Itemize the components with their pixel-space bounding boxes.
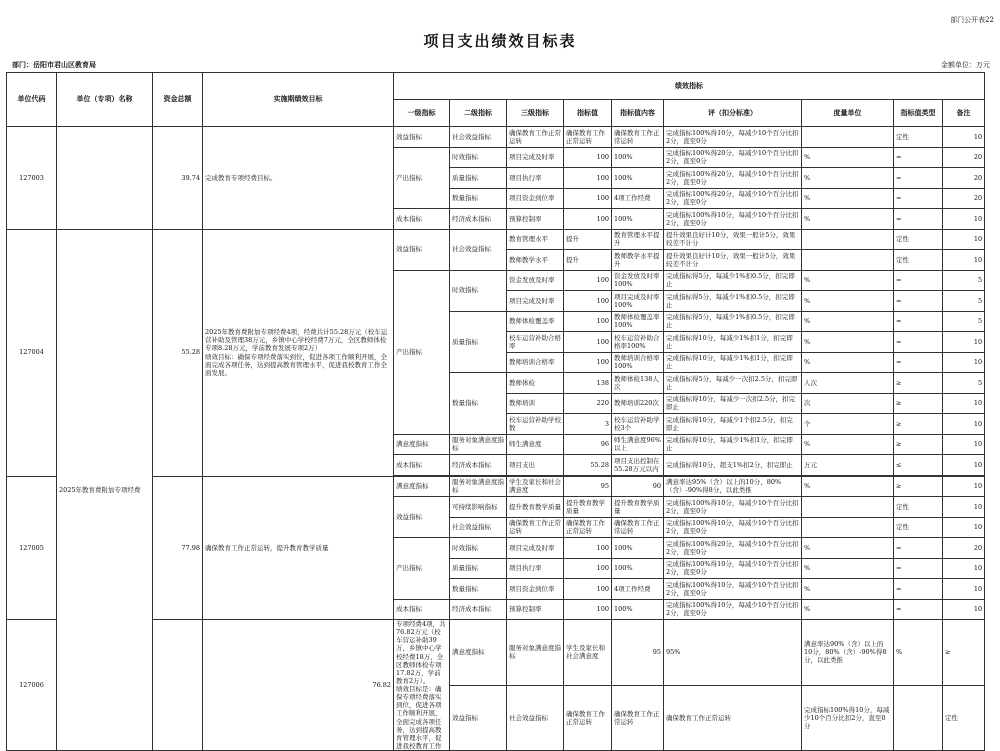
col-val: 指标值 xyxy=(564,100,612,127)
note-cell: 10 xyxy=(943,434,985,455)
score-cell: 完成指标100%得10分，每减少10个百分比扣2分，直至0分 xyxy=(664,209,802,230)
l3-cell: 项目执行率 xyxy=(507,558,564,579)
type-cell: 定性 xyxy=(894,127,943,148)
val-cell: 96 xyxy=(564,434,612,455)
type-cell: = xyxy=(894,168,943,189)
l3-cell: 项目执行率 xyxy=(507,168,564,189)
measure-cell: % xyxy=(894,620,943,686)
type-cell: ≥ xyxy=(894,476,943,497)
note-cell: 10 xyxy=(943,497,985,518)
val-cell: 确保教育工作正常运转 xyxy=(612,685,664,751)
unit-name xyxy=(153,620,203,751)
note-cell: 10 xyxy=(943,599,985,620)
unit-goal: 专项经费4项，共76.82万元（校车营运补助39万，乡镇中心学校经费18万，全区教师体检专项17.82万，学前教育2万）。 绩效目标是：确保专项经费落实到位，促进各项工作顺利开展，全面完成各项任务，达到提高教育管理水平，促进我校教育工作 xyxy=(394,620,450,751)
val-cell: 55.28 xyxy=(564,455,612,476)
l1-cell: 满意度指标 xyxy=(450,620,507,686)
l3-cell: 校车运营补助合格率 xyxy=(507,332,564,353)
content-cell: 确保教育工作正常运转 xyxy=(612,127,664,148)
score-cell: 提升效果良好计10分，效果一般计5分，效果较差不计分 xyxy=(664,250,802,271)
l3-cell: 教师体检 xyxy=(507,373,564,394)
content-cell: 4项工作经费 xyxy=(612,188,664,209)
l3-cell: 师生满意度 xyxy=(507,434,564,455)
col-type: 指标值类型 xyxy=(894,100,943,127)
type-cell: = xyxy=(894,352,943,373)
l3-cell: 学生及家长和社会满意度 xyxy=(564,620,612,686)
note-cell: 10 xyxy=(943,579,985,600)
content-cell: 100% xyxy=(612,209,664,230)
page-title: 项目支出绩效目标表 xyxy=(423,32,577,50)
score-cell: 完成指标100%得10分，每减少10个百分比扣2分，直至0分 xyxy=(664,558,802,579)
measure-cell: % xyxy=(802,352,894,373)
score-cell: 完成指标100%得10分，每减少10个百分比扣2分，直至0分 xyxy=(664,127,802,148)
score-cell: 完成指标得5分，每减少1%扣0.5分，扣完即止 xyxy=(664,291,802,312)
score-cell: 完成指标100%得10分，每减少10个百分比扣2分，直至0分 xyxy=(802,685,894,751)
unit-code: 127003 xyxy=(7,127,57,230)
content-cell: 100% xyxy=(612,168,664,189)
type-cell: = xyxy=(894,270,943,291)
content-cell: 提升教育教学质量 xyxy=(612,497,664,518)
unit-code: 127006 xyxy=(7,620,57,751)
content-cell: 100% xyxy=(612,147,664,168)
content-cell: 教师培训220次 xyxy=(612,393,664,414)
score-cell: 提升效果良好计10分，效果一般计5分，效果较差不计分 xyxy=(664,229,802,250)
val-cell: 提升教育教学质量 xyxy=(564,497,612,518)
measure-cell: % xyxy=(802,147,894,168)
note-cell: 10 xyxy=(943,229,985,250)
l3-cell: 教师教学水平 xyxy=(507,250,564,271)
score-cell: 完成指标100%得10分，每减少10个百分比扣2分，直至0分 xyxy=(664,497,802,518)
l2-cell: 质量指标 xyxy=(450,558,507,579)
note-cell: 10 xyxy=(943,476,985,497)
col-l3: 三级指标 xyxy=(507,100,564,127)
l3-cell: 教师培训 xyxy=(507,393,564,414)
l2-cell: 经济成本指标 xyxy=(450,209,507,230)
val-cell: 138 xyxy=(564,373,612,394)
unit-goal: 2025年教育费附加专项经费4项，经费共计55.28万元（校车运营补助及管理38万元，乡镇中心学校经费7万元，全区教师体检专项8.28万元，学前教育发展专项2万） 绩效目标：确保专项经费落实到位，促进各项工作顺利开展，全面完成各项任务，达到提高教育管理水平，促进我校教育工作全面发展。 xyxy=(203,229,394,476)
score-cell: 满意率达95%（含）以上的10分，80%（含）-90%得8分，以此类推 xyxy=(664,476,802,497)
note-cell: 5 xyxy=(943,270,985,291)
l2-cell: 时效指标 xyxy=(450,270,507,311)
l3-cell: 项目资金到位率 xyxy=(507,579,564,600)
measure-cell xyxy=(802,127,894,148)
score-cell: 完成指标得10分，每减少1个扣2.5分，扣完即止 xyxy=(664,414,802,435)
type-cell: = xyxy=(894,558,943,579)
score-cell: 完成指标得10分，每减少1%扣1分，扣完即止 xyxy=(664,352,802,373)
content-cell: 项目完成及时率100% xyxy=(612,291,664,312)
val-cell: 100 xyxy=(564,579,612,600)
measure-cell: % xyxy=(802,270,894,291)
l3-cell: 项目完成及时率 xyxy=(507,291,564,312)
measure-cell: % xyxy=(802,332,894,353)
type-cell: = xyxy=(894,599,943,620)
l2-cell: 服务对象满意度指标 xyxy=(450,476,507,497)
val-cell: 95 xyxy=(612,620,664,686)
content-cell: 校车运营补助学校3个 xyxy=(612,414,664,435)
val-cell: 100 xyxy=(564,168,612,189)
col-total: 资金总额 xyxy=(153,73,203,127)
l3-cell: 项目支出 xyxy=(507,455,564,476)
unit-goal: 完成教育专项经费目标。 xyxy=(203,127,394,230)
l2-cell: 质量指标 xyxy=(450,168,507,189)
col-note: 备注 xyxy=(943,100,985,127)
score-cell: 完成指标得10分，超支1%扣2分，扣完即止 xyxy=(664,455,802,476)
l1-cell: 满意度指标 xyxy=(394,476,450,497)
type-cell: ≥ xyxy=(894,373,943,394)
l2-cell: 社会效益指标 xyxy=(450,517,507,538)
note-cell: 10 xyxy=(943,414,985,435)
note-cell: 20 xyxy=(943,538,985,559)
content-cell: 100% xyxy=(612,538,664,559)
note-cell: 10 xyxy=(943,558,985,579)
l1-cell: 效益指标 xyxy=(394,497,450,538)
note-cell: 10 xyxy=(943,332,985,353)
col-score: 评（扣分标准） xyxy=(664,100,802,127)
note-cell: 10 xyxy=(943,393,985,414)
col-l1: 一级指标 xyxy=(394,100,450,127)
col-name: 单位（专项）名称 xyxy=(57,73,153,127)
val-cell: 100 xyxy=(564,332,612,353)
measure-cell: % xyxy=(802,558,894,579)
unit-name xyxy=(57,127,153,230)
l3-cell: 预算控制率 xyxy=(507,209,564,230)
val-cell: 确保教育工作正常运转 xyxy=(564,127,612,148)
measure-cell: % xyxy=(802,476,894,497)
measure-cell xyxy=(802,517,894,538)
l1-cell: 产出指标 xyxy=(394,147,450,209)
measure-cell: 个 xyxy=(802,414,894,435)
l2-cell: 数量指标 xyxy=(450,373,507,435)
val-cell: 100 xyxy=(564,558,612,579)
l2-cell: 经济成本指标 xyxy=(450,599,507,620)
measure-cell xyxy=(802,497,894,518)
unit-total: 77.98 xyxy=(153,476,203,620)
content-cell: 90 xyxy=(612,476,664,497)
measure-cell xyxy=(802,250,894,271)
amount-unit-label: 金额单位：万元 xyxy=(941,61,990,69)
unit-total: 39.74 xyxy=(153,127,203,230)
unit-code: 127005 xyxy=(7,476,57,620)
score-cell: 完成指标100%得10分，每减少10个百分比扣2分，直至0分 xyxy=(664,517,802,538)
l2-cell: 服务对象满意度指标 xyxy=(507,620,564,686)
score-cell: 完成指标得10分，每减少1%扣1分，扣完即止 xyxy=(664,332,802,353)
content-cell: 教师体检覆盖率100% xyxy=(612,311,664,332)
score-cell: 完成指标100%得20分，每减少10个百分比扣2分，直至0分 xyxy=(664,168,802,189)
l2-cell: 数量指标 xyxy=(450,188,507,209)
l2-cell: 服务对象满意度指标 xyxy=(450,434,507,455)
measure-cell xyxy=(894,685,943,751)
col-content: 指标值内容 xyxy=(612,100,664,127)
score-cell: 完成指标100%得10分，每减少10个百分比扣2分，直至0分 xyxy=(664,579,802,600)
l2-cell: 时效指标 xyxy=(450,147,507,168)
score-cell: 完成指标得10分，每减少1%扣1分，扣完即止 xyxy=(664,434,802,455)
content-cell: 确保教育工作正常运转 xyxy=(612,517,664,538)
measure-cell: 万元 xyxy=(802,455,894,476)
type-cell: ≥ xyxy=(894,414,943,435)
note-cell: 20 xyxy=(943,168,985,189)
col-goal: 实施期绩效目标 xyxy=(203,73,394,127)
l3-cell: 提升教育教学质量 xyxy=(507,497,564,518)
measure-cell: % xyxy=(802,538,894,559)
l3-cell: 资金发放及时率 xyxy=(507,270,564,291)
table-row xyxy=(7,229,985,250)
l2-cell: 时效指标 xyxy=(450,538,507,559)
l1-cell: 效益指标 xyxy=(394,229,450,270)
val-cell: 100 xyxy=(564,147,612,168)
type-cell: 定性 xyxy=(894,229,943,250)
score-cell: 完成指标得10分，每减少一次扣2.5分，扣完即止 xyxy=(664,393,802,414)
measure-cell: % xyxy=(802,168,894,189)
content-cell: 教师体检138人次 xyxy=(612,373,664,394)
note-cell: 5 xyxy=(943,291,985,312)
val-cell: 确保教育工作正常运转 xyxy=(564,517,612,538)
type-cell: = xyxy=(894,209,943,230)
note-cell: 20 xyxy=(943,188,985,209)
note-cell: 10 xyxy=(943,455,985,476)
content-cell: 教育管理水平提升 xyxy=(612,229,664,250)
department-label: 部门：岳阳市君山区教育局 xyxy=(12,60,96,69)
measure-cell: 次 xyxy=(802,393,894,414)
val-cell: 提升 xyxy=(564,250,612,271)
type-cell: ≥ xyxy=(894,393,943,414)
measure-cell: % xyxy=(802,291,894,312)
val-cell: 3 xyxy=(564,414,612,435)
type-cell: ≥ xyxy=(943,620,985,686)
type-cell: = xyxy=(894,538,943,559)
table-row xyxy=(7,620,985,686)
l2-cell: 经济成本指标 xyxy=(450,455,507,476)
l1-cell: 成本指标 xyxy=(394,455,450,476)
note-cell: 10 xyxy=(943,209,985,230)
content-cell: 教师教学水平提升 xyxy=(612,250,664,271)
score-cell: 完成指标得5分，每减少一次扣2.5分，扣完即止 xyxy=(664,373,802,394)
l2-cell: 社会效益指标 xyxy=(507,685,564,751)
unit-name: 2025年教育费附加专项经费 xyxy=(57,229,153,751)
type-cell: = xyxy=(894,579,943,600)
measure-cell: % xyxy=(802,188,894,209)
val-cell: 100 xyxy=(564,188,612,209)
content-cell: 4项工作经费 xyxy=(612,579,664,600)
unit-code: 127004 xyxy=(7,229,57,476)
content-cell: 95% xyxy=(664,620,802,686)
performance-table xyxy=(6,72,985,751)
l2-cell: 数量指标 xyxy=(450,579,507,600)
type-cell: ≥ xyxy=(894,434,943,455)
table-row xyxy=(7,476,985,497)
l1-cell: 满意度指标 xyxy=(394,434,450,455)
content-cell: 100% xyxy=(612,558,664,579)
l2-cell: 可持续影响指标 xyxy=(450,497,507,518)
score-cell: 完成指标100%得20分，每减少10个百分比扣2分，直至0分 xyxy=(664,147,802,168)
col-perf: 绩效指标 xyxy=(394,73,985,100)
type-cell: = xyxy=(894,311,943,332)
l1-cell: 效益指标 xyxy=(394,127,450,148)
content-cell: 师生满意度96%以上 xyxy=(612,434,664,455)
note-cell: 10 xyxy=(943,127,985,148)
l3-cell: 项目完成及时率 xyxy=(507,147,564,168)
l3-cell: 确保教育工作正常运转 xyxy=(507,127,564,148)
type-cell: ≤ xyxy=(894,455,943,476)
val-cell: 100 xyxy=(564,538,612,559)
val-cell: 100 xyxy=(564,599,612,620)
l2-cell: 社会效益指标 xyxy=(450,127,507,148)
content-cell: 教师培训合格率100% xyxy=(612,352,664,373)
l3-cell: 教师培训合格率 xyxy=(507,352,564,373)
type-cell: 定性 xyxy=(894,250,943,271)
unit-total: 76.82 xyxy=(203,620,394,751)
content-cell: 确保教育工作正常运转 xyxy=(664,685,802,751)
l1-cell: 产出指标 xyxy=(394,270,450,434)
measure-cell: % xyxy=(802,209,894,230)
measure-cell: % xyxy=(802,599,894,620)
l3-cell: 预算控制率 xyxy=(507,599,564,620)
score-cell: 完成指标得5分，每减少1%扣0.5分，扣完即止 xyxy=(664,270,802,291)
score-cell: 完成指标得5分，每减少1%扣0.5分，扣完即止 xyxy=(664,311,802,332)
note-cell: 10 xyxy=(943,517,985,538)
l3-cell: 教育管理水平 xyxy=(507,229,564,250)
type-cell: 定性 xyxy=(943,685,985,751)
measure-cell xyxy=(802,229,894,250)
type-cell: = xyxy=(894,332,943,353)
col-measure: 度量单位 xyxy=(802,100,894,127)
type-cell: = xyxy=(894,291,943,312)
content-cell: 项目支出控制在55.28万元以内 xyxy=(612,455,664,476)
val-cell: 提升 xyxy=(564,229,612,250)
val-cell: 95 xyxy=(564,476,612,497)
measure-cell: % xyxy=(802,311,894,332)
l3-cell: 教师体检覆盖率 xyxy=(507,311,564,332)
score-cell: 完成指标100%得10分，每减少10个百分比扣2分，直至0分 xyxy=(664,599,802,620)
type-cell: = xyxy=(894,147,943,168)
content-cell: 资金发放及时率100% xyxy=(612,270,664,291)
score-cell: 完成指标100%得20分，每减少10个百分比扣2分，直至0分 xyxy=(664,188,802,209)
content-cell: 校车运营补助合格率100% xyxy=(612,332,664,353)
val-cell: 100 xyxy=(564,291,612,312)
score-cell: 完成指标100%得20分，每减少10个百分比扣2分，直至0分 xyxy=(664,538,802,559)
l2-cell: 质量指标 xyxy=(450,311,507,373)
type-cell: = xyxy=(894,188,943,209)
table-row xyxy=(7,127,985,148)
type-cell: 定性 xyxy=(894,517,943,538)
score-cell: 满意率达90%（含）以上的10分，80%（含）-90%得8分，以此类推 xyxy=(802,620,894,686)
col-code: 单位代码 xyxy=(7,73,57,127)
note-cell: 5 xyxy=(943,311,985,332)
col-l2: 二级指标 xyxy=(450,100,507,127)
note-cell: 20 xyxy=(943,147,985,168)
val-cell: 100 xyxy=(564,209,612,230)
val-cell: 100 xyxy=(564,311,612,332)
val-cell: 100 xyxy=(564,352,612,373)
form-number: 部门公开表22 xyxy=(950,16,994,24)
l3-cell: 确保教育工作正常运转 xyxy=(507,517,564,538)
measure-cell: % xyxy=(802,579,894,600)
val-cell: 220 xyxy=(564,393,612,414)
l3-cell: 校车运营补助学校数 xyxy=(507,414,564,435)
l1-cell: 产出指标 xyxy=(394,538,450,600)
measure-cell: % xyxy=(802,434,894,455)
val-cell: 100 xyxy=(564,270,612,291)
note-cell: 10 xyxy=(943,352,985,373)
l1-cell: 效益指标 xyxy=(450,685,507,751)
type-cell: 定性 xyxy=(894,497,943,518)
note-cell: 5 xyxy=(943,373,985,394)
unit-total: 55.28 xyxy=(153,229,203,476)
l1-cell: 成本指标 xyxy=(394,599,450,620)
l3-cell: 确保教育工作正常运转 xyxy=(564,685,612,751)
l3-cell: 学生及家长和社会满意度 xyxy=(507,476,564,497)
l1-cell: 成本指标 xyxy=(394,209,450,230)
note-cell: 10 xyxy=(943,250,985,271)
l3-cell: 项目资金到位率 xyxy=(507,188,564,209)
unit-goal: 确保教育工作正常运转，提升教育教学质量 xyxy=(203,476,394,620)
l3-cell: 项目完成及时率 xyxy=(507,538,564,559)
l2-cell: 社会效益指标 xyxy=(450,229,507,270)
measure-cell: 人次 xyxy=(802,373,894,394)
content-cell: 100% xyxy=(612,599,664,620)
